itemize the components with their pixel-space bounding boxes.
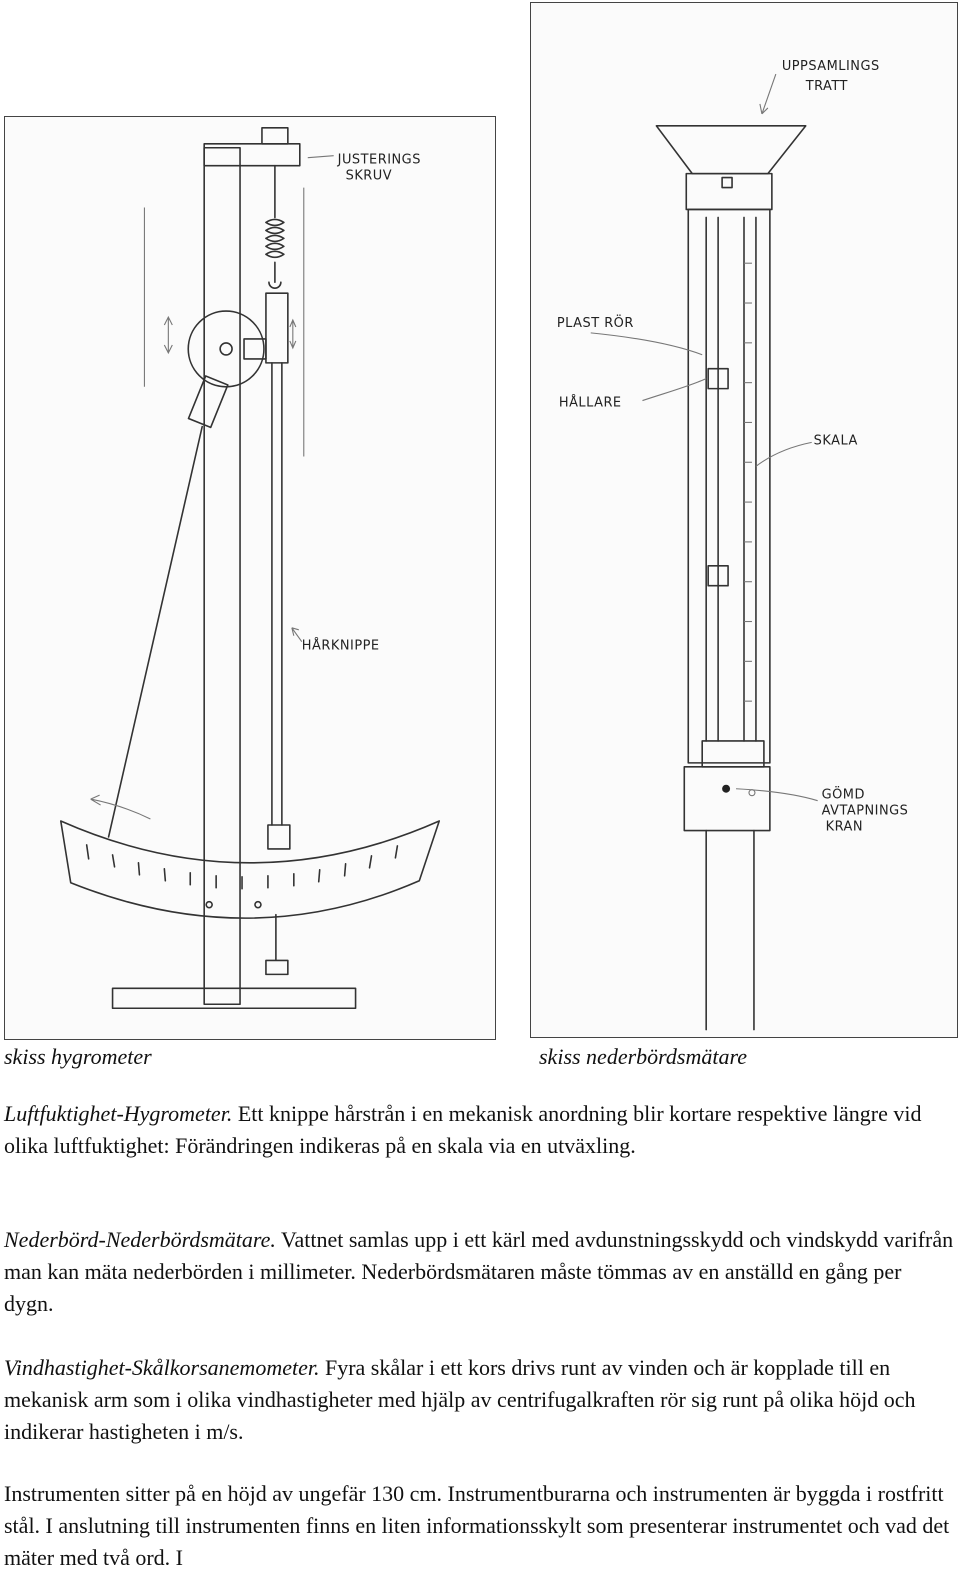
label-tap-2: AVTAPNINGS [821, 803, 909, 819]
needle [109, 427, 203, 837]
pointer-hub [189, 376, 228, 427]
paragraph-anemometer [4, 1352, 954, 1448]
hygrometer-drawing [5, 117, 495, 1039]
text-precipitation: Vattnet samlas upp i ett kärl med avdunstningsskydd och vindskydd varifrån man kan mäta nederbörden i millimeter. Nederbördsmätaren måste tömmas av en anställd en gång per dygn. [4, 1227, 954, 1316]
hair-holder [266, 293, 288, 363]
tap-knob [722, 785, 730, 793]
tap-housing [684, 767, 770, 831]
label-holder: HÅLLARE [558, 395, 622, 411]
text-anemometer: Fyra skålar i ett kors drivs runt av vinden och är kopplade till en mekanisk arm som i olika vindhastigheter med hjälp av centrifugalkraften rör sig runt på olika höjd och indikerar hastigheten i m/s. [4, 1355, 916, 1444]
label-plastic-tube: PLAST RÖR [556, 315, 634, 331]
label-adjust-screw-2: SKRUV [345, 168, 393, 184]
label-tap-1: GÖMD [821, 787, 865, 803]
term-anemometer: Vindhastighet-Skålkorsanemometer. [4, 1355, 320, 1380]
label-tap-3: KRAN [825, 819, 864, 835]
base [113, 988, 356, 1008]
hygrometer-sketch [4, 116, 496, 1040]
precipitation-gauge-drawing [531, 3, 957, 1037]
term-precipitation: Nederbörd-Nederbördsmätare. [4, 1227, 276, 1252]
label-hair-bundle: HÅRKNIPPE [301, 638, 380, 654]
text-instruments: Instrumenten sitter på en höjd av ungefär 130 cm. Instrumentburarna och instrumenten är byggda i rostfritt stål. I anslutning till instrumenten finns en liten informationsskylt som presenterar instrumentet och vad det mäter med två ord. I [4, 1481, 950, 1570]
label-scale: SKALA [813, 433, 858, 449]
pulley [188, 311, 264, 387]
spring [266, 219, 284, 257]
adjust-screw-nut [262, 128, 288, 144]
caption-precipitation-gauge: skiss nederbördsmätare [539, 1044, 747, 1069]
text-hygrometer: Ett knippe hårstrån i en mekanisk anordning blir kortare respektive längre vid olika luftfuktighet: Förändringen indikeras på en skala via en utväxling. [4, 1101, 922, 1158]
arc-scale [61, 821, 439, 918]
paragraph-instruments [4, 1478, 954, 1574]
funnel [656, 126, 805, 174]
label-funnel-1: UPPSAMLINGS [781, 59, 880, 75]
label-funnel-2: TRATT [805, 79, 848, 95]
hygrometer-post [204, 148, 240, 1005]
paragraph-hygrometer [4, 1098, 954, 1162]
funnel-collar [686, 174, 772, 210]
term-hygrometer: Luftfuktighet-Hygrometer. [4, 1101, 233, 1126]
paragraph-precipitation [4, 1224, 954, 1320]
gauge-body [688, 209, 770, 762]
precipitation-gauge-sketch [530, 2, 958, 1038]
label-adjust-screw-1: JUSTERINGS [337, 152, 421, 168]
measuring-scale [744, 263, 752, 701]
caption-hygrometer: skiss hygrometer [4, 1044, 152, 1069]
